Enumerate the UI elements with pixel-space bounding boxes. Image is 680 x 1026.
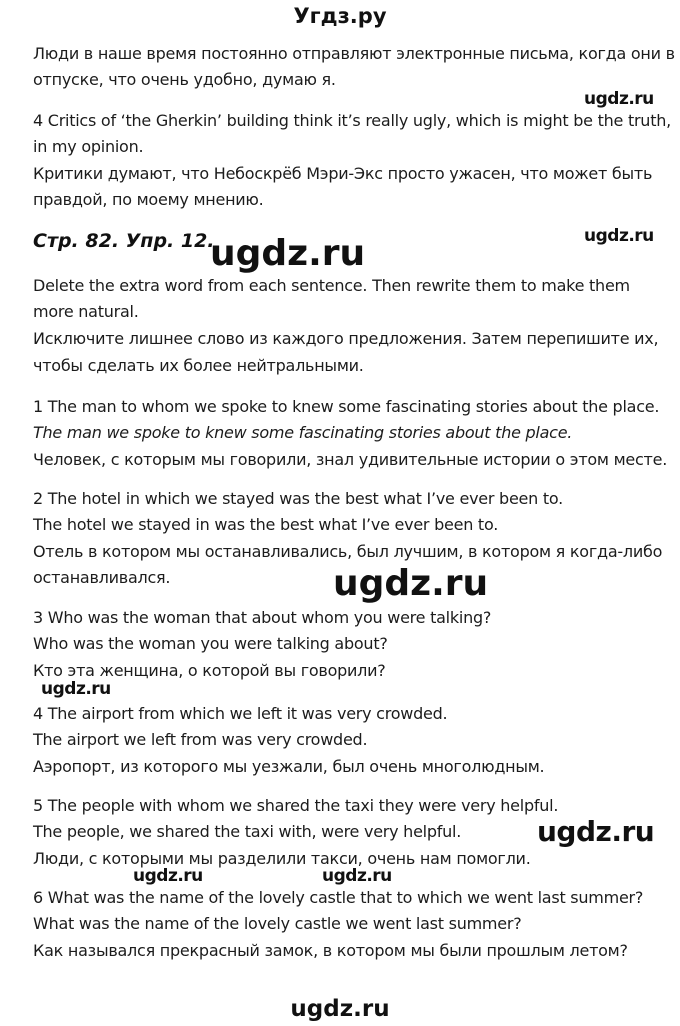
item-5-translation: Люди, с которыми мы разделили такси, очень нам помогли.: [33, 849, 531, 868]
item-6-original: 6 What was the name of the lovely castle that to which we went last summer?: [33, 888, 644, 907]
intro-line: отпуске, что очень удобно, думаю я.: [33, 70, 336, 89]
intro-line: 4 Critics of ‘the Gherkin’ building think it’s really ugly, which is might be the truth,: [33, 111, 671, 130]
instruction-line: Исключите лишнее слово из каждого предложения. Затем перепишите их,: [33, 329, 659, 348]
item-1-rewrite: The man we spoke to knew some fascinating stories about the place.: [33, 423, 573, 442]
item-2-original: 2 The hotel in which we stayed was the best what I’ve ever been to.: [33, 489, 563, 508]
item-3-translation: Кто эта женщина, о которой вы говорили?: [33, 661, 386, 680]
item-1-translation: Человек, с которым мы говорили, знал удивительные истории о этом месте.: [33, 450, 668, 469]
footer-watermark: ugdz.ru: [290, 996, 390, 1022]
watermark: ugdz.ru: [584, 89, 654, 109]
watermark: ugdz.ru: [333, 563, 489, 604]
item-4-original: 4 The airport from which we left it was very crowded.: [33, 704, 448, 723]
intro-line: Люди в наше время постоянно отправляют электронные письма, когда они в: [33, 44, 675, 63]
item-2-translation-cont: останавливался.: [33, 568, 171, 587]
watermark: ugdz.ru: [584, 226, 654, 246]
instruction-line: Delete the extra word from each sentence. Then rewrite them to make them: [33, 276, 630, 295]
intro-line: Критики думают, что Небоскрёб Мэри-Экс просто ужасен, что может быть: [33, 164, 653, 183]
item-6-rewrite: What was the name of the lovely castle we went last summer?: [33, 914, 522, 933]
item-5-original: 5 The people with whom we shared the taxi they were very helpful.: [33, 796, 559, 815]
item-4-rewrite: The airport we left from was very crowded.: [33, 730, 368, 749]
item-5-rewrite: The people, we shared the taxi with, were very helpful.: [33, 822, 462, 841]
watermark: ugdz.ru: [210, 233, 366, 274]
intro-line: in my opinion.: [33, 137, 144, 156]
item-2-rewrite: The hotel we stayed in was the best what I’ve ever been to.: [33, 515, 499, 534]
watermark: ugdz.ru: [322, 866, 392, 886]
watermark: ugdz.ru: [537, 815, 655, 848]
watermark: ugdz.ru: [133, 866, 203, 886]
item-4-translation: Аэропорт, из которого мы уезжали, был очень многолюдным.: [33, 757, 545, 776]
instruction-line: more natural.: [33, 302, 139, 321]
item-2-translation: Отель в котором мы останавливались, был лучшим, в котором я когда-либо: [33, 542, 663, 561]
instruction-line: чтобы сделать их более нейтральными.: [33, 356, 364, 375]
intro-line: правдой, по моему мнению.: [33, 190, 264, 209]
site-title[interactable]: Угдз.ру: [293, 4, 387, 28]
item-1-original: 1 The man to whom we spoke to knew some fascinating stories about the place.: [33, 397, 660, 416]
item-6-translation: Как назывался прекрасный замок, в котором мы были прошлым летом?: [33, 941, 628, 960]
watermark: ugdz.ru: [41, 679, 111, 699]
section-heading: Стр. 82. Упр. 12.: [33, 230, 215, 252]
item-3-original: 3 Who was the woman that about whom you were talking?: [33, 608, 492, 627]
item-3-rewrite: Who was the woman you were talking about?: [33, 634, 388, 653]
